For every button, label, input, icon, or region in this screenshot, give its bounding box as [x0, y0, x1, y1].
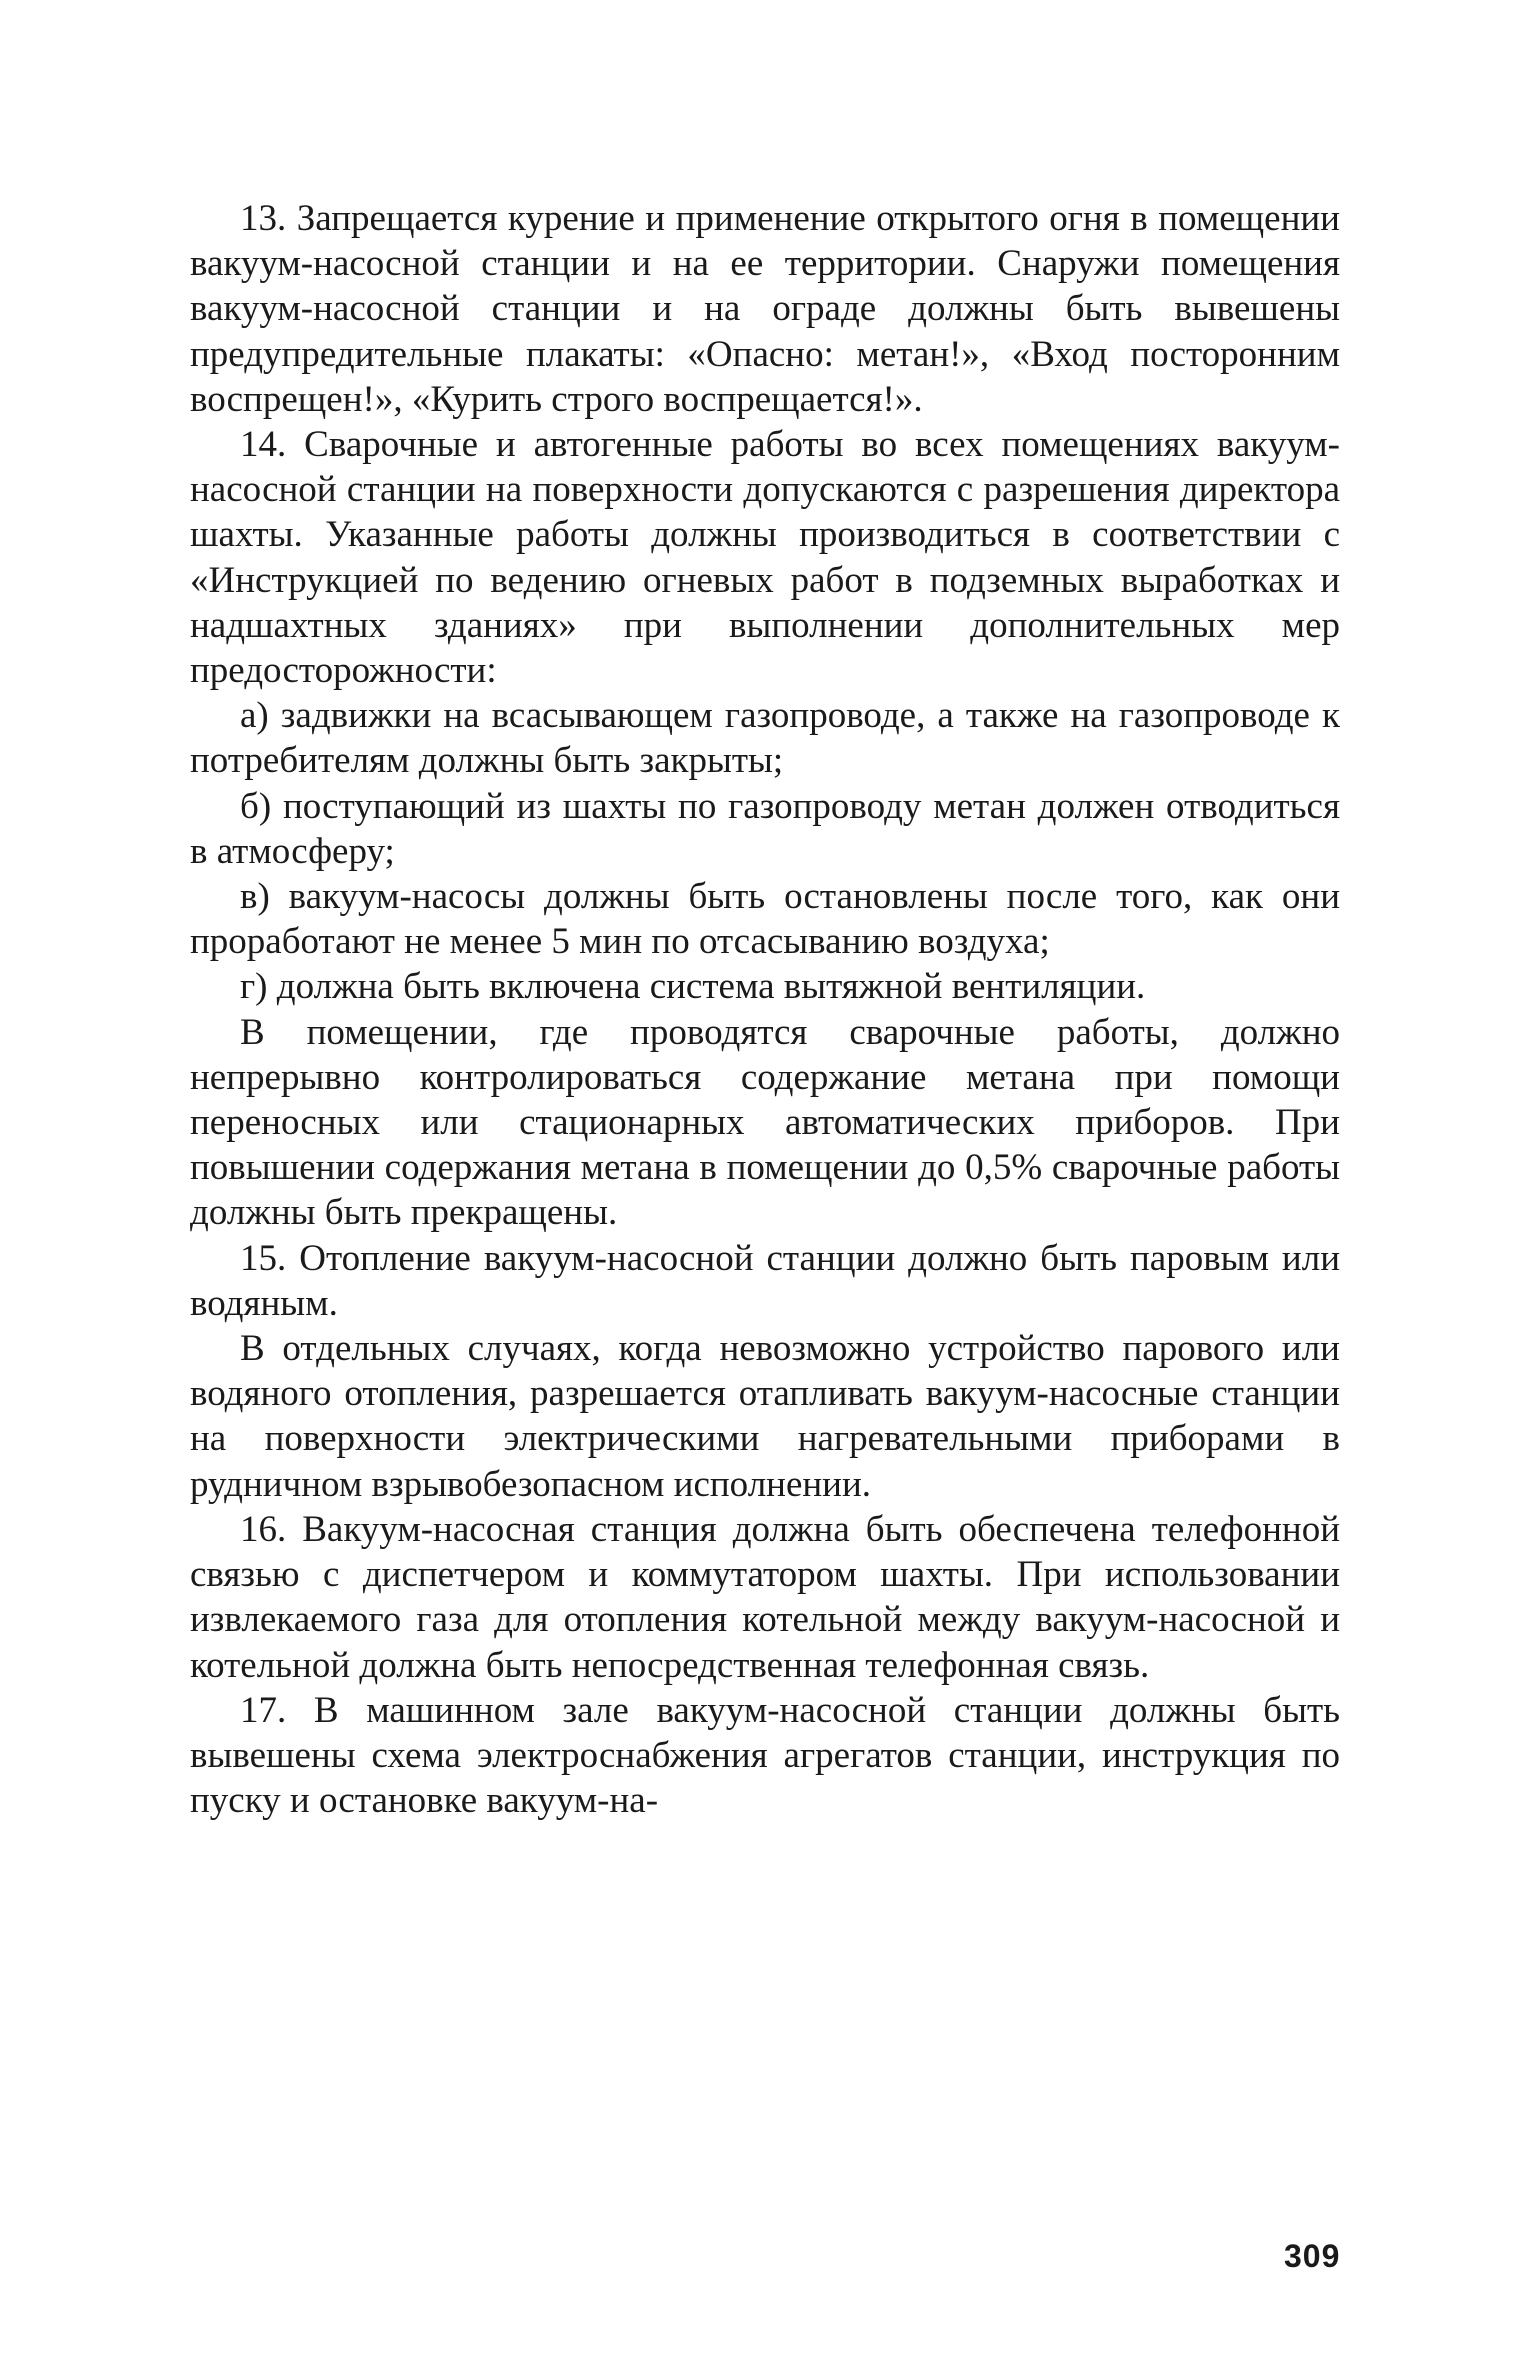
- list-item-b: б) поступающий из шахты по газопроводу метан должен отводиться в атмосферу;: [190, 785, 1340, 872]
- paragraph-welding-control: В помещении, где проводятся сварочные работы, должно непрерывно контролироваться содержание метана при помощи переносных или стационарных автоматических приборов. При повышении содержания метана в помещении до 0,5% сварочные работы должны быть прекращены.: [190, 1011, 1340, 1234]
- body-text: [190, 196, 1340, 1823]
- list-item-a: а) задвижки на всасывающем газопроводе, а также на газопроводе к потребителям должны быть закрыты;: [190, 695, 1340, 782]
- list-item-g: г) должна быть включена система вытяжной вентиляции.: [240, 966, 1146, 1008]
- paragraph-17: 17. В машинном зале вакуум-насосной станции должны быть вывешены схема электроснабжения агрегатов станции, инструкция по пуску и остановке вакуум-на-: [190, 1689, 1340, 1822]
- page-number: 309: [1284, 2238, 1341, 2274]
- paragraph-13: 13. Запрещается курение и применение открытого огня в помещении вакуум-насосной станции и на ее территории. Снаружи помещения вакуум-насосной станции и на ограде должны быть вывешены предупредительные плакаты: «Опасно: метан!», «Вход посторонним воспрещен!», «Курить строго воспрещается!».: [190, 198, 1340, 420]
- paragraph-16: 16. Вакуум-насосная станция должна быть обеспечена телефонной связью с диспетчером и коммутатором шахты. При использовании извлекаемого газа для отопления котельной между вакуум-насосной и котельной должна быть непосредственная телефонная связь.: [190, 1508, 1340, 1686]
- list-item-v: в) вакуум-насосы должны быть остановлены после того, как они проработают не менее 5 мин по отсасыванию воздуха;: [190, 876, 1340, 963]
- paragraph-15: 15. Отопление вакуум-насосной станции должно быть паровым или водяным.: [190, 1237, 1340, 1324]
- paragraph-heating-exceptions: В отдельных случаях, когда невозможно устройство парового или водяного отопления, разрешается отапливать вакуум-насосные станции на поверхности электрическими нагревательными приборами в рудничном взрывобезопасном исполнении.: [190, 1328, 1340, 1505]
- paragraph-14: 14. Сварочные и автогенные работы во всех помещениях вакуум-насосной станции на поверхности допускаются с разрешения директора шахты. Указанные работы должны производиться в соответствии с «Инструкцией по ведению огневых работ в подземных выработках и надшахтных зданиях» при выполнении дополнительных мер предосторожности:: [190, 424, 1340, 692]
